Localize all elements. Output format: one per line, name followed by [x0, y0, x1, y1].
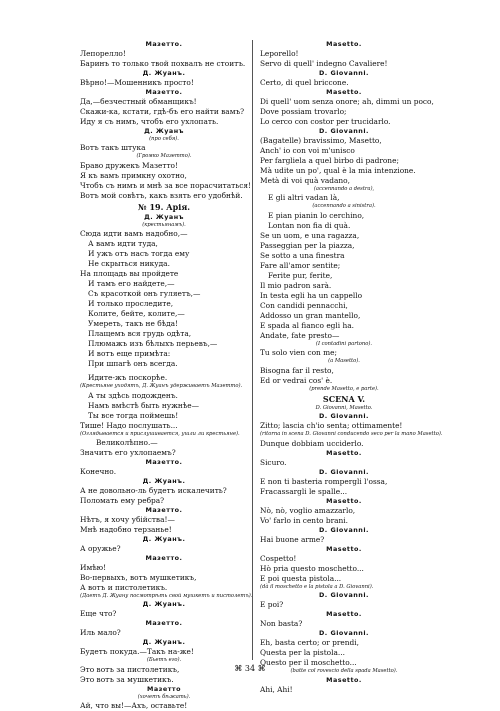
text-line: А вотъ и пистолетикъ. [80, 582, 168, 592]
text-line: Съ красоткой онъ гуляетъ,— [88, 289, 201, 299]
stage-direction: (крестьянамъ). [142, 221, 186, 228]
section-heading: SCENA V. [322, 393, 366, 404]
text-line: Se sotto a una finestra [260, 250, 345, 260]
text-line: Иду я съ нимъ, чтобъ его ухлопать. [80, 117, 219, 126]
speaker-name: Masetto. [326, 40, 362, 48]
text-line: Questo per il moschetto... [260, 658, 357, 668]
text-line: А не довольно-ль будетъ искалечить? [80, 485, 227, 495]
text-line: Questa per la pistola... [260, 648, 345, 658]
text-line: Andate, fate presto— [260, 330, 340, 340]
text-line: In testa egli ha un cappello [260, 290, 363, 300]
stage-direction: (I contadini partono). [315, 340, 373, 347]
stage-direction: (про себя). [149, 136, 179, 142]
speaker-name: Д. Жуанъ. [142, 638, 186, 647]
text-line: Мнѣ надобно терзанье! [80, 524, 172, 534]
text-line: Колите, бейте, колите,— [88, 309, 185, 319]
text-line: E spada al fianco egli ha. [260, 320, 355, 330]
text-line: Cospetto! [260, 553, 297, 563]
stage-direction: (Громко Мазетто). [136, 153, 192, 160]
text-line: Конечно. [80, 466, 117, 476]
speaker-name: D. Giovanni. [319, 629, 369, 638]
text-line: Баринъ то только твой похвалъ не стоитъ. [80, 59, 246, 68]
text-line: Чтобъ съ нимъ и мнѣ за все порасчитаться! [80, 180, 252, 190]
stage-direction: (Бьетъ его). [146, 657, 182, 664]
text-line: Lo cerco con costor per trucidarlo. [260, 117, 391, 126]
text-line: Hò pria questo moschetto... [260, 563, 364, 573]
text-line: А вамъ идти туда, [88, 239, 158, 249]
text-line: Сюда идти вамъ надобно,— [80, 229, 188, 239]
text-line: Servo di quell' indegno Cavaliere! [260, 59, 388, 68]
text-line: Eh, basta certo; or prendi, [260, 638, 359, 648]
text-line: Вотъ мой совѣтъ, какъ взять его удобнѣй. [80, 190, 243, 200]
text-line: Идите-жъ поскорѣе. [88, 373, 168, 383]
italian-text-column [260, 40, 443, 695]
text-line: E poi? [260, 600, 284, 610]
stage-direction: D. Giovanni, Masetto. [315, 404, 373, 411]
text-line: Con candidi pennacchi, [260, 300, 348, 310]
text-line: Tu solo vien con me; [260, 348, 338, 358]
text-line: Я къ вамъ примкну охотно, [80, 170, 187, 180]
speaker-name: D. Giovanni. [319, 412, 369, 421]
text-line: Браво дружекъ Мазетто! [80, 160, 178, 170]
text-line: И тамъ его найдете,— [88, 279, 175, 289]
text-line: И ужъ отъ насъ тогда ему [88, 249, 190, 259]
text-line: Нѣтъ, я хочу убійства!— [80, 514, 175, 524]
stage-direction: (dà il moschetto e la pistola a D. Giovanni). [260, 583, 374, 590]
text-line: Ай, что вы!—Ахъ, оставьте! [80, 701, 188, 711]
text-line: Это вотъ за мушкетикъ. [80, 674, 174, 684]
text-line: Metà di voi quà vadano, [260, 176, 350, 185]
text-line: Per fargliela a quel birbo di padrone; [260, 156, 399, 165]
text-line: Fare all'amor sentite; [260, 260, 341, 270]
speaker-name: Masetto. [326, 610, 362, 619]
section-heading: № 19. Арія. [137, 201, 191, 212]
text-line: Плюмажъ изъ бѣлыхъ перьевъ,— [88, 339, 218, 349]
page-number: ⌘ 34 ⌘ [234, 664, 266, 673]
speaker-name: D. Giovanni. [319, 467, 369, 476]
speaker-name: D. Giovanni. [319, 127, 369, 135]
stage-direction: (accennando a destra), [313, 186, 375, 192]
text-line: Leporello! [260, 49, 299, 58]
text-line: Намъ вмѣстѣ быть нужнѣе— [88, 400, 200, 410]
text-line: Иль мало? [80, 628, 121, 638]
speaker-name: D. Giovanni. [319, 69, 369, 77]
text-line: При шпагѣ онъ всегда. [88, 359, 178, 369]
text-line: Zitto; lascia ch'io senta; ottimamente! [260, 421, 403, 431]
column-divider [252, 40, 253, 660]
text-line: Nò, nò, voglio amazzarlo, [260, 505, 356, 515]
text-line: А ты здѣсь подожденъ. [88, 390, 178, 400]
speaker-name: D. Giovanni. [319, 525, 369, 534]
text-line: Еще что? [80, 609, 117, 619]
text-line: Non basta? [260, 619, 303, 629]
text-line: E gli altri vadan là, [268, 193, 340, 203]
text-line: Anch' io con voi m'unisco [260, 146, 355, 155]
text-line: Ferite pur, ferite, [268, 270, 333, 280]
text-line: Значитъ его ухлопаемъ? [80, 447, 176, 457]
speaker-name: Masetto. [326, 496, 362, 505]
stage-direction: (accennando a sinistra). [312, 203, 376, 210]
speaker-name: Мазетто. [145, 457, 183, 466]
text-line: Не скрыться никуда. [88, 259, 170, 269]
stage-direction: (хочетъ бѣжать). [137, 693, 191, 700]
text-line: Ed or vedrai cos' è. [260, 375, 333, 385]
text-line: И только проследите, [88, 299, 174, 309]
text-line: Bisogna far il resto, [260, 365, 334, 375]
text-line: Mà udite un po', qual è la mia intenzione. [260, 166, 416, 175]
speaker-name: Д. Жуанъ [144, 212, 184, 221]
text-line: Лепорелло! [80, 49, 126, 58]
speaker-name: Д. Жуанъ [144, 127, 184, 135]
speaker-name: Мазетто [146, 684, 182, 693]
text-line: Addosso un gran mantello, [260, 310, 361, 320]
stage-direction: (batte col rovescio della spada Masetto). [290, 668, 398, 675]
speaker-name: Д. Жуанъ. [142, 69, 186, 77]
speaker-name: Мазетто. [145, 553, 183, 562]
text-line: Vo' farlo in cento brani. [260, 515, 348, 525]
text-line: Hai buone arme? [260, 534, 325, 544]
text-line: Поломать ему ребра? [80, 495, 165, 505]
text-line: Во-первыхъ, вотъ мушкетикъ, [80, 572, 197, 582]
text-line: Вотъ такъ штука [80, 143, 146, 153]
speaker-name: Masetto. [326, 448, 362, 457]
text-line: Se un uom, e una ragazza, [260, 230, 360, 240]
text-line: Будетъ покуда.—Такъ на-же! [80, 647, 194, 657]
text-line: Великолѣпно.— [96, 437, 158, 447]
text-line: А оружье? [80, 543, 121, 553]
speaker-name: Д. Жуанъ. [142, 476, 186, 485]
text-line: Имѣю! [80, 562, 107, 572]
stage-direction: (a Masetto). [328, 358, 360, 365]
text-line: На площадь вы пройдете [80, 269, 179, 279]
stage-direction: (Крестьяне уходятъ, Д. Жуанъ удерживаетъ Мазетто). [80, 383, 243, 390]
speaker-name: Masetto. [326, 675, 362, 684]
speaker-name: Мазетто. [145, 88, 183, 96]
speaker-name: Д. Жуанъ. [142, 600, 186, 609]
text-line: Вѣрно!—Мошенникъ просто! [80, 78, 194, 87]
text-line: Sicuro. [260, 457, 287, 467]
text-line: Скажи-ка, кстати, гдѣ-бъ его найти вамъ? [80, 107, 245, 116]
stage-direction: (Оглядывается и прислушивается, ушли ли крестьяне). [80, 430, 240, 437]
speaker-name: Masetto. [326, 88, 362, 96]
text-line: (Bagatelle) bravissimo, Masetto, [260, 136, 382, 145]
text-line: Fracassargli le spalle... [260, 486, 348, 496]
text-line: Ты все тогда поймешь! [88, 410, 179, 420]
speaker-name: Мазетто. [145, 619, 183, 628]
text-line: Плащемъ вся грудь одѣта, [88, 329, 192, 339]
text-line: Lontan non fia di quà. [268, 220, 351, 230]
speaker-name: Мазетто. [145, 40, 183, 48]
text-line: Certo, di quel briccone. [260, 78, 349, 87]
text-line: Dove possiam trovarlo; [260, 107, 347, 116]
text-line: Умереть, такъ не бѣда! [88, 319, 179, 329]
text-line: E pian pianin lo cerchino, [268, 210, 365, 220]
speaker-name: Д. Жуанъ. [142, 534, 186, 543]
speaker-name: Masetto. [326, 544, 362, 553]
text-line: E poi questa pistola... [260, 573, 342, 583]
text-line: E non ti basteria rompergli l'ossa, [260, 476, 388, 486]
stage-direction: (ritorna in scena D. Giovanni conducendo seco per la mano Masetto). [260, 431, 443, 438]
text-line: Passeggian per la piazza, [260, 240, 355, 250]
text-line: Dunque dobbiam ucciderlo. [260, 438, 364, 448]
text-line: Это вотъ за пистолетикъ, [80, 664, 180, 674]
text-line: Тише! Надо послушать... [80, 420, 178, 430]
speaker-name: Мазетто. [145, 505, 183, 514]
stage-direction: (Даетъ Д. Жуану посмотрѣть свой мушкетъ и пистолетъ). [80, 592, 253, 599]
stage-direction: (prende Masetto, e parte). [309, 385, 379, 392]
text-line: И вотъ еще примѣта: [88, 349, 171, 359]
text-line: Il mio padron sarà. [260, 280, 332, 290]
text-line: Ahi, Ahi! [260, 684, 293, 694]
speaker-name: D. Giovanni. [319, 591, 369, 600]
text-line: Di quell' uom senza onore; ah, dimmi un poco, [260, 97, 434, 106]
text-line: Да,—безчестный обманщикъ! [80, 97, 197, 106]
